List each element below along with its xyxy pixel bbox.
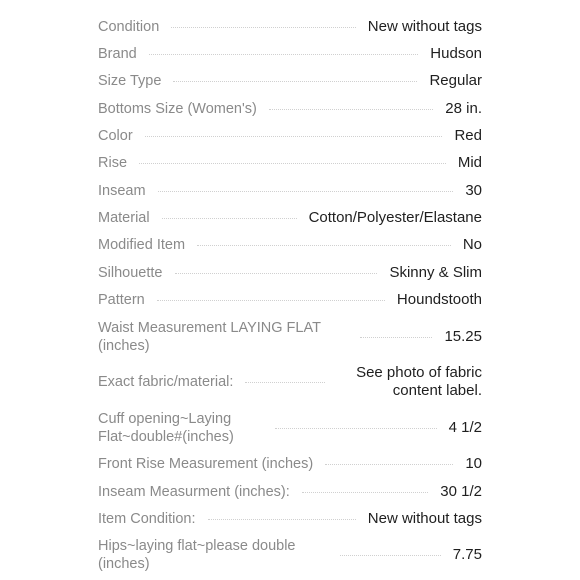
spec-row-size-type	[98, 72, 482, 90]
spec-label: Waist Measurement LAYING FLAT (inches)	[98, 320, 321, 354]
spec-value: Hudson	[430, 45, 482, 62]
dotted-leader	[197, 245, 451, 246]
dotted-leader	[302, 492, 428, 493]
spec-label: Hips~laying flat~please double (inches)	[98, 538, 296, 572]
spec-value: 28 in.	[445, 100, 482, 117]
dotted-leader	[325, 464, 453, 465]
spec-label: Pattern	[98, 292, 145, 308]
spec-label: Rise	[98, 155, 128, 171]
spec-label: Silhouette	[98, 265, 163, 281]
dotted-leader	[275, 428, 437, 429]
spec-value: Skinny & Slim	[389, 264, 482, 281]
spec-value: 30 1/2	[440, 483, 482, 500]
spec-label: Modified Item	[98, 237, 186, 253]
spec-row-inseam	[98, 182, 482, 200]
dotted-leader	[149, 54, 419, 55]
spec-value: 7.75	[452, 546, 482, 563]
spec-value: Regular	[429, 72, 482, 89]
dotted-leader	[269, 109, 433, 110]
spec-label: Exact fabric/material:	[98, 374, 234, 390]
spec-label: Inseam	[98, 183, 146, 199]
dotted-leader	[145, 136, 443, 137]
spec-value: Red	[454, 127, 482, 144]
spec-label: Color	[98, 128, 133, 144]
spec-row-bottoms-size	[98, 100, 482, 118]
dotted-leader	[139, 163, 446, 164]
spec-row-condition	[98, 18, 482, 36]
spec-row-cuff-opening	[98, 410, 482, 446]
spec-label: Condition	[98, 19, 160, 35]
dotted-leader	[245, 382, 325, 383]
spec-value: Mid	[457, 154, 482, 171]
spec-value: See photo of fabric content label.	[356, 364, 482, 399]
spec-row-inseam-measurement	[98, 483, 482, 501]
spec-value: New without tags	[367, 510, 482, 527]
spec-label: Size Type	[98, 73, 162, 89]
dotted-leader	[208, 519, 356, 520]
spec-row-modified-item	[98, 236, 482, 254]
spec-value: 30	[465, 182, 482, 199]
spec-value: Cotton/Polyester/Elastane	[308, 209, 482, 226]
spec-row-pattern	[98, 291, 482, 309]
spec-value: No	[462, 236, 482, 253]
spec-row-color	[98, 127, 482, 145]
spec-value: 4 1/2	[448, 419, 482, 436]
spec-label: Cuff opening~Laying Flat~double#(inches)	[98, 411, 234, 445]
dotted-leader	[175, 273, 378, 274]
spec-label: Brand	[98, 46, 137, 62]
dotted-leader	[340, 555, 441, 556]
spec-row-silhouette	[98, 264, 482, 282]
spec-row-item-condition	[98, 510, 482, 528]
spec-label: Item Condition:	[98, 511, 196, 527]
dotted-leader	[173, 81, 417, 82]
spec-value: Houndstooth	[396, 291, 482, 308]
spec-label: Inseam Measurment (inches):	[98, 484, 290, 500]
spec-value: New without tags	[367, 18, 482, 35]
spec-row-front-rise	[98, 455, 482, 473]
spec-row-waist-measurement	[98, 319, 482, 355]
spec-label: Bottoms Size (Women's)	[98, 101, 257, 117]
spec-row-material	[98, 209, 482, 227]
spec-value: 10	[465, 455, 482, 472]
dotted-leader	[171, 27, 356, 28]
spec-row-hips	[98, 537, 482, 573]
spec-row-rise	[98, 154, 482, 172]
spec-row-brand	[98, 45, 482, 63]
dotted-leader	[158, 191, 454, 192]
dotted-leader	[162, 218, 297, 219]
spec-label: Material	[98, 210, 150, 226]
spec-value: 15.25	[444, 328, 482, 345]
dotted-leader	[360, 337, 432, 338]
dotted-leader	[157, 300, 385, 301]
spec-label: Front Rise Measurement (inches)	[98, 456, 314, 472]
spec-row-exact-fabric	[98, 364, 482, 400]
